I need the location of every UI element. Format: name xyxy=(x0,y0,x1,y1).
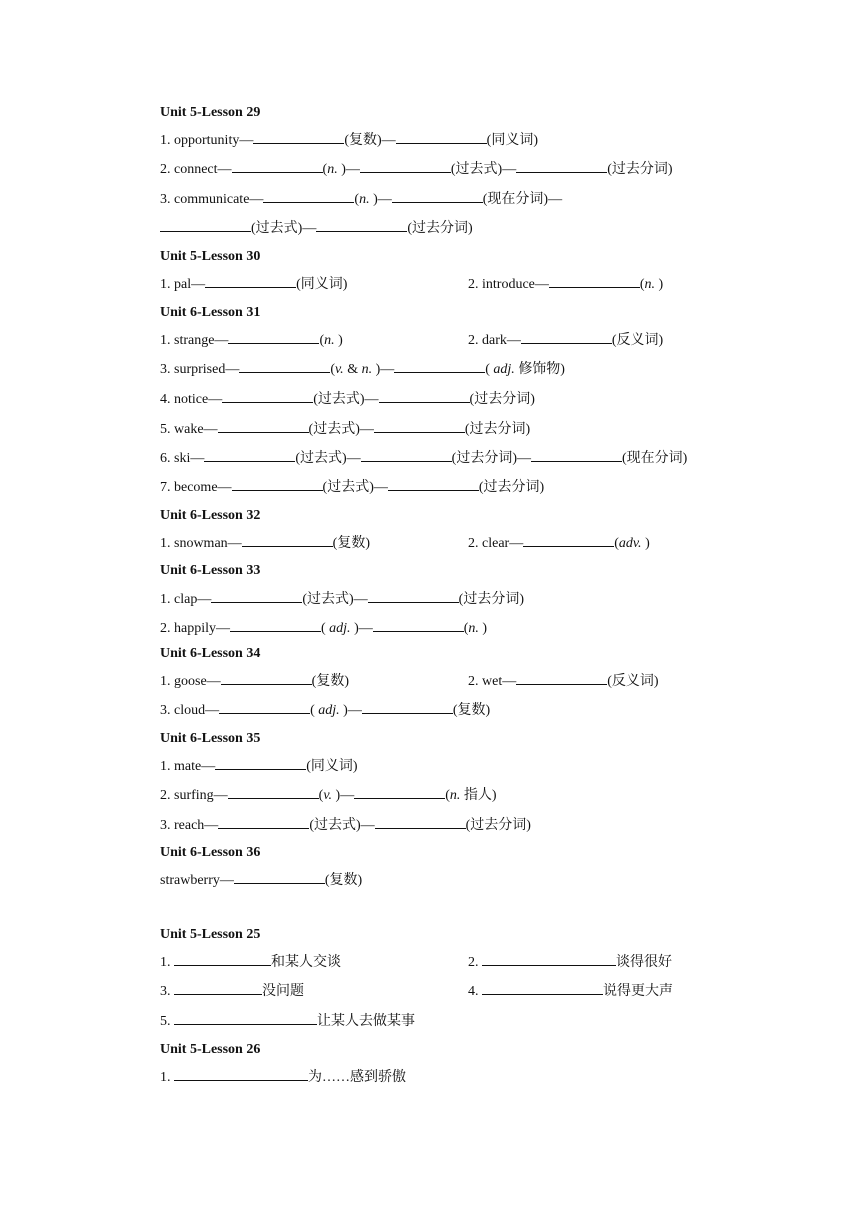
exercise-item: 1. mate— (同义词) xyxy=(160,759,358,774)
answer-blank[interactable] xyxy=(160,219,251,232)
exercise-item: (过去式)— (过去分词) xyxy=(160,219,473,238)
answer-blank[interactable] xyxy=(218,420,309,433)
answer-blank[interactable] xyxy=(211,590,302,603)
exercise-item: 2. introduce— (n. ) xyxy=(468,277,664,292)
answer-blank[interactable] xyxy=(222,390,313,403)
answer-blank[interactable] xyxy=(354,786,445,799)
exercise-item: 1. opportunity— (复数)— (同义词) xyxy=(160,133,538,148)
answer-blank[interactable] xyxy=(482,953,616,966)
section-heading: Unit 6-Lesson 31 xyxy=(160,305,261,320)
answer-blank[interactable] xyxy=(516,160,607,173)
answer-blank[interactable] xyxy=(392,190,483,203)
answer-blank[interactable] xyxy=(215,757,306,770)
answer-blank[interactable] xyxy=(516,672,607,685)
answer-blank[interactable] xyxy=(362,701,453,714)
answer-blank[interactable] xyxy=(375,816,466,829)
answer-blank[interactable] xyxy=(230,619,321,632)
answer-blank[interactable] xyxy=(316,219,407,232)
answer-blank[interactable] xyxy=(253,131,344,144)
exercise-item: 1. 和某人交谈 xyxy=(160,955,341,970)
exercise-item: 3. cloud— ( adj. )— (复数) xyxy=(160,703,491,718)
answer-blank[interactable] xyxy=(234,871,325,884)
section-heading: Unit 6-Lesson 34 xyxy=(160,646,261,661)
answer-blank[interactable] xyxy=(360,160,451,173)
answer-blank[interactable] xyxy=(263,190,354,203)
answer-blank[interactable] xyxy=(174,1012,317,1025)
answer-blank[interactable] xyxy=(232,478,323,491)
answer-blank[interactable] xyxy=(388,478,479,491)
answer-blank[interactable] xyxy=(228,786,319,799)
exercise-item: 3. reach— (过去式)— (过去分词) xyxy=(160,818,531,833)
answer-blank[interactable] xyxy=(204,449,295,462)
exercise-item: 1. 为……感到骄傲 xyxy=(160,1070,406,1085)
exercise-item: 7. become— (过去式)— (过去分词) xyxy=(160,480,545,495)
exercise-item: 3. 没问题 xyxy=(160,984,304,999)
exercise-item: 1. goose— (复数) xyxy=(160,674,349,689)
exercise-item: 4. notice— (过去式)— (过去分词) xyxy=(160,392,535,407)
exercise-item: 4. 说得更大声 xyxy=(468,984,673,999)
exercise-item: 3. surprised— (v. & n. )— ( adj. 修饰物) xyxy=(160,362,565,377)
answer-blank[interactable] xyxy=(373,619,464,632)
exercise-item: 1. pal— (同义词) xyxy=(160,277,348,292)
answer-blank[interactable] xyxy=(396,131,487,144)
answer-blank[interactable] xyxy=(523,534,614,547)
section-heading: Unit 6-Lesson 36 xyxy=(160,845,261,860)
section-heading: Unit 5-Lesson 29 xyxy=(160,105,261,120)
section-heading: Unit 5-Lesson 25 xyxy=(160,927,261,942)
exercise-item: 2. surfing— (v. )— (n. 指人) xyxy=(160,788,497,803)
answer-blank[interactable] xyxy=(218,816,309,829)
exercise-item: strawberry— (复数) xyxy=(160,873,363,888)
answer-blank[interactable] xyxy=(242,534,333,547)
exercise-item: 5. 让某人去做某事 xyxy=(160,1014,415,1029)
answer-blank[interactable] xyxy=(521,331,612,344)
answer-blank[interactable] xyxy=(379,390,470,403)
answer-blank[interactable] xyxy=(374,420,465,433)
section-heading: Unit 6-Lesson 32 xyxy=(160,508,261,523)
answer-blank[interactable] xyxy=(531,449,622,462)
exercise-item: 1. clap— (过去式)— (过去分词) xyxy=(160,592,524,607)
section-heading: Unit 6-Lesson 33 xyxy=(160,563,261,578)
answer-blank[interactable] xyxy=(239,360,330,373)
exercise-item: 2. clear— (adv. ) xyxy=(468,536,650,551)
section-heading: Unit 5-Lesson 26 xyxy=(160,1042,261,1057)
answer-blank[interactable] xyxy=(549,275,640,288)
exercise-item: 6. ski— (过去式)— (过去分词)— (现在分词) xyxy=(160,451,688,466)
exercise-item: 5. wake— (过去式)— (过去分词) xyxy=(160,422,531,437)
answer-blank[interactable] xyxy=(221,672,312,685)
answer-blank[interactable] xyxy=(219,701,310,714)
answer-blank[interactable] xyxy=(232,160,323,173)
answer-blank[interactable] xyxy=(205,275,296,288)
section-heading: Unit 5-Lesson 30 xyxy=(160,249,261,264)
answer-blank[interactable] xyxy=(361,449,452,462)
exercise-item: 2. happily— ( adj. )— (n. ) xyxy=(160,621,488,636)
exercise-item: 1. strange— (n. ) xyxy=(160,333,343,348)
exercise-item: 2. dark— (反义词) xyxy=(468,333,664,348)
exercise-item: 2. connect— (n. )— (过去式)— (过去分词) xyxy=(160,162,673,177)
section-heading: Unit 6-Lesson 35 xyxy=(160,731,261,746)
answer-blank[interactable] xyxy=(482,982,603,995)
answer-blank[interactable] xyxy=(368,590,459,603)
answer-blank[interactable] xyxy=(174,953,271,966)
answer-blank[interactable] xyxy=(394,360,485,373)
answer-blank[interactable] xyxy=(228,331,319,344)
exercise-item: 3. communicate— (n. )— (现在分词)— xyxy=(160,192,563,207)
answer-blank[interactable] xyxy=(174,982,262,995)
exercise-item: 2. wet— (反义词) xyxy=(468,674,659,689)
exercise-item: 2. 谈得很好 xyxy=(468,955,672,970)
exercise-item: 1. snowman— (复数) xyxy=(160,536,370,551)
answer-blank[interactable] xyxy=(174,1068,308,1081)
